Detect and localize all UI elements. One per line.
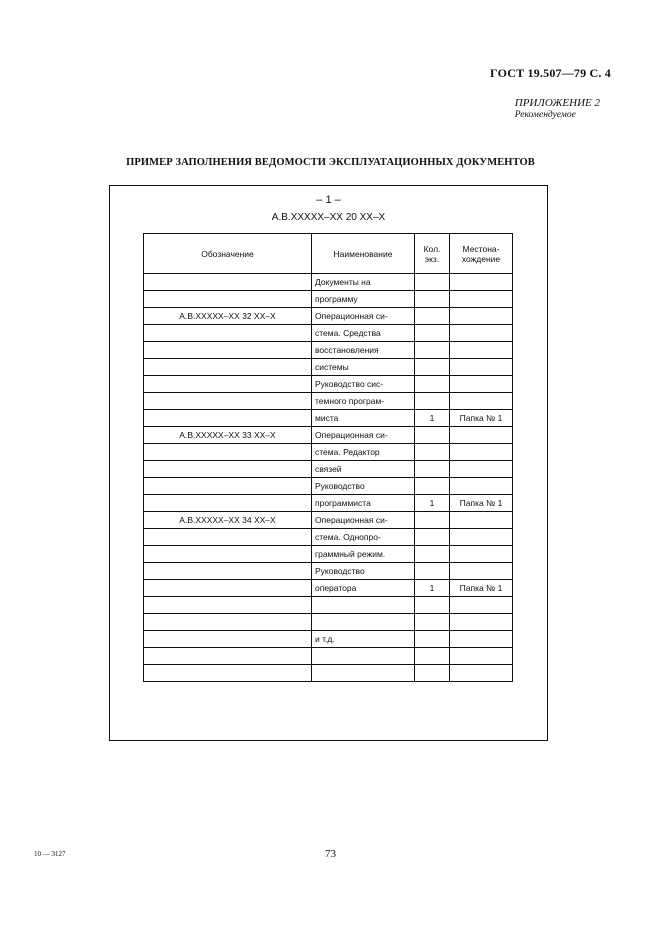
copies-cell [415, 665, 450, 682]
name-cell [312, 597, 415, 614]
designation-cell [144, 597, 312, 614]
name-cell: стема. Редактор [312, 444, 415, 461]
location-cell [450, 546, 513, 563]
designation-cell: А.В.ХХХХХ–ХХ 34 ХХ–Х [144, 512, 312, 529]
name-cell: системы [312, 359, 415, 376]
name-cell: и т.д. [312, 631, 415, 648]
location-cell [450, 308, 513, 325]
appendix-note: Рекомендуемое [514, 110, 576, 120]
name-cell: Операционная си- [312, 427, 415, 444]
sheet-number: – 1 – [316, 194, 341, 206]
copies-cell [415, 478, 450, 495]
table-row [144, 478, 513, 495]
location-cell [450, 648, 513, 665]
copies-cell [415, 308, 450, 325]
designation-cell [144, 342, 312, 359]
designation-cell [144, 648, 312, 665]
table-row [144, 325, 513, 342]
table-row [144, 546, 513, 563]
table-row [144, 648, 513, 665]
designation-cell [144, 614, 312, 631]
name-cell: связей [312, 461, 415, 478]
table-row [144, 342, 513, 359]
name-cell: стема. Однопро- [312, 529, 415, 546]
table-row [144, 393, 513, 410]
location-cell [450, 359, 513, 376]
copies-cell [415, 291, 450, 308]
location-cell [450, 597, 513, 614]
print-code: 10 — 3127 [34, 850, 66, 858]
name-cell: миста [312, 410, 415, 427]
table-row [144, 359, 513, 376]
table-row [144, 444, 513, 461]
documents-table [143, 233, 513, 682]
location-cell [450, 376, 513, 393]
table-row [144, 597, 513, 614]
table-row [144, 274, 513, 291]
name-cell: темного програм- [312, 393, 415, 410]
name-cell: Документы на [312, 274, 415, 291]
table-row [144, 410, 513, 427]
copies-cell [415, 461, 450, 478]
name-cell: программиста [312, 495, 415, 512]
table-row [144, 461, 513, 478]
copies-cell [415, 631, 450, 648]
copies-cell [415, 546, 450, 563]
copies-cell: 1 [415, 495, 450, 512]
designation-cell [144, 410, 312, 427]
designation-cell [144, 563, 312, 580]
designation-cell [144, 325, 312, 342]
document-code: А.В.ХХХХХ–ХХ 20 ХХ–Х [271, 212, 386, 223]
designation-cell [144, 291, 312, 308]
location-cell: Папка № 1 [450, 410, 513, 427]
name-cell: Руководство сис- [312, 376, 415, 393]
table-header-row [144, 234, 513, 274]
location-cell: Папка № 1 [450, 580, 513, 597]
location-cell [450, 393, 513, 410]
designation-cell [144, 461, 312, 478]
name-cell: оператора [312, 580, 415, 597]
page-title: ПРИМЕР ЗАПОЛНЕНИЯ ВЕДОМОСТИ ЭКСПЛУАТАЦИОННЫХ ДОКУМЕНТОВ [126, 157, 535, 168]
column-header-copies: Кол. экз. [415, 234, 450, 274]
location-cell [450, 563, 513, 580]
designation-cell [144, 444, 312, 461]
copies-cell [415, 376, 450, 393]
table-row [144, 614, 513, 631]
page-number: 73 [325, 848, 336, 860]
copies-cell [415, 614, 450, 631]
standard-header: ГОСТ 19.507—79 С. 4 [490, 66, 611, 80]
copies-cell [415, 648, 450, 665]
table-row [144, 580, 513, 597]
designation-cell [144, 529, 312, 546]
table-row [144, 291, 513, 308]
copies-cell: 1 [415, 580, 450, 597]
table-row [144, 529, 513, 546]
copies-cell [415, 342, 450, 359]
column-header-designation: Обозначение [144, 234, 312, 274]
designation-cell [144, 393, 312, 410]
designation-cell [144, 478, 312, 495]
copies-cell [415, 274, 450, 291]
name-cell: Операционная си- [312, 308, 415, 325]
table-row [144, 495, 513, 512]
designation-cell [144, 359, 312, 376]
location-cell [450, 631, 513, 648]
location-cell [450, 461, 513, 478]
name-cell: восстановления [312, 342, 415, 359]
table-row [144, 665, 513, 682]
designation-cell [144, 495, 312, 512]
designation-cell: А.В.ХХХХХ–ХХ 32 ХХ–Х [144, 308, 312, 325]
copies-cell [415, 563, 450, 580]
name-cell [312, 614, 415, 631]
copies-cell [415, 512, 450, 529]
name-cell: Руководство [312, 563, 415, 580]
location-cell [450, 444, 513, 461]
location-cell [450, 614, 513, 631]
table-row [144, 563, 513, 580]
name-cell [312, 648, 415, 665]
copies-cell [415, 597, 450, 614]
copies-cell: 1 [415, 410, 450, 427]
table-body [144, 274, 513, 682]
column-header-location: Местона-хождение [450, 234, 513, 274]
name-cell [312, 665, 415, 682]
designation-cell [144, 274, 312, 291]
form-frame [109, 185, 548, 741]
designation-cell [144, 631, 312, 648]
name-cell: стема. Средства [312, 325, 415, 342]
location-cell [450, 291, 513, 308]
location-cell [450, 325, 513, 342]
name-cell: Операционная си- [312, 512, 415, 529]
location-cell: Папка № 1 [450, 495, 513, 512]
copies-cell [415, 325, 450, 342]
location-cell [450, 427, 513, 444]
location-cell [450, 274, 513, 291]
copies-cell [415, 359, 450, 376]
designation-cell [144, 665, 312, 682]
designation-cell [144, 546, 312, 563]
location-cell [450, 342, 513, 359]
copies-cell [415, 427, 450, 444]
table-row [144, 427, 513, 444]
table-row [144, 376, 513, 393]
appendix-label [515, 97, 600, 121]
name-cell: граммный режим. [312, 546, 415, 563]
location-cell [450, 512, 513, 529]
designation-cell [144, 580, 312, 597]
copies-cell [415, 444, 450, 461]
location-cell [450, 478, 513, 495]
designation-cell: А.В.ХХХХХ–ХХ 33 ХХ–Х [144, 427, 312, 444]
table-row [144, 631, 513, 648]
name-cell: программу [312, 291, 415, 308]
name-cell: Руководство [312, 478, 415, 495]
column-header-name: Наименование [312, 234, 415, 274]
copies-cell [415, 529, 450, 546]
appendix-title: ПРИЛОЖЕНИЕ 2 [514, 97, 600, 109]
location-cell [450, 665, 513, 682]
location-cell [450, 529, 513, 546]
copies-cell [415, 393, 450, 410]
table-row [144, 308, 513, 325]
table-row [144, 512, 513, 529]
designation-cell [144, 376, 312, 393]
